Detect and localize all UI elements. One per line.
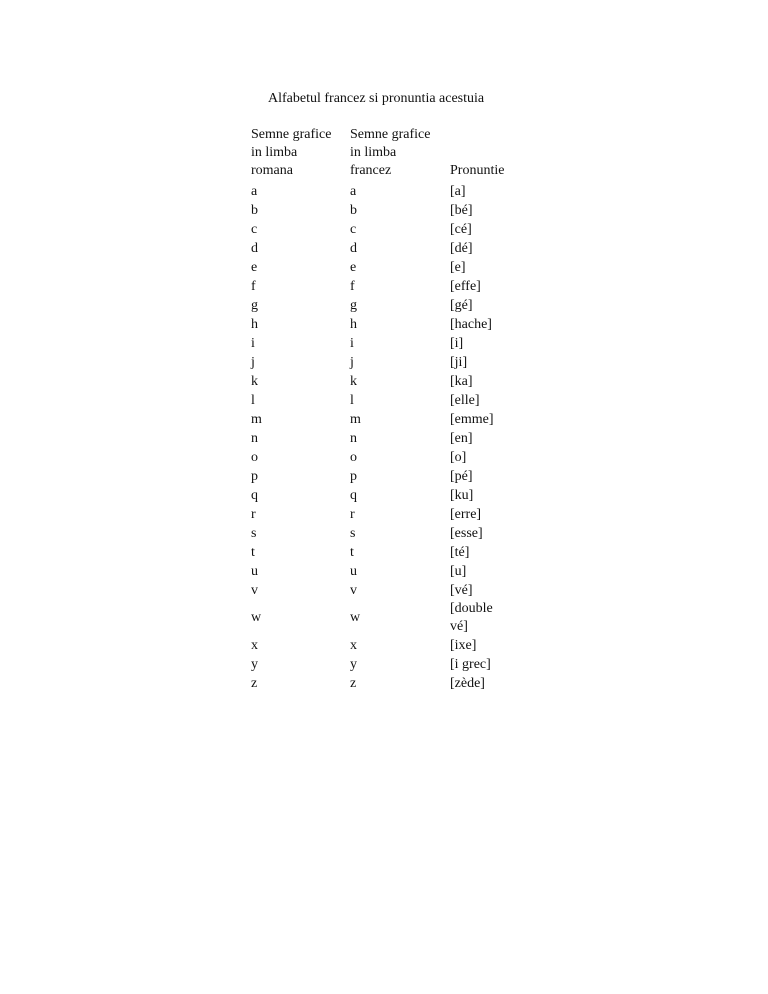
cell-romanian-letter: p [251,469,258,484]
table-row [249,636,512,655]
table-row [249,600,512,636]
header-romanian-letters: Semne grafice in limba romana [251,127,332,178]
cell-french-letter: w [350,610,361,625]
cell-pronunciation: [i] [450,336,464,351]
cell-french-letter: t [350,545,354,560]
cell-pronunciation: [elle] [450,393,480,408]
cell-romanian-letter: k [251,374,258,389]
alphabet-table [249,126,512,693]
cell-french-letter: p [350,469,357,484]
cell-french-letter: i [350,336,354,351]
table-row [249,277,512,296]
cell-romanian-letter: i [251,336,255,351]
cell-french-letter: v [350,583,357,598]
cell-romanian-letter: u [251,564,258,579]
cell-romanian-letter: v [251,583,258,598]
cell-french-letter: a [350,184,357,199]
cell-french-letter: c [350,222,357,237]
cell-french-letter: f [350,279,355,294]
cell-pronunciation: [té] [450,545,470,560]
cell-french-letter: m [350,412,361,427]
table-row [249,655,512,674]
cell-pronunciation: [u] [450,564,467,579]
cell-romanian-letter: z [251,676,258,691]
cell-romanian-letter: t [251,545,255,560]
cell-french-letter: g [350,298,357,313]
table-row [249,524,512,543]
cell-french-letter: s [350,526,356,541]
cell-romanian-letter: m [251,412,262,427]
cell-romanian-letter: f [251,279,256,294]
cell-pronunciation: [erre] [450,507,482,522]
cell-romanian-letter: r [251,507,256,522]
cell-romanian-letter: n [251,431,258,446]
table-row [249,182,512,201]
cell-french-letter: d [350,241,357,256]
table-header-row [249,126,512,182]
table-row [249,505,512,524]
cell-french-letter: b [350,203,357,218]
cell-romanian-letter: l [251,393,255,408]
cell-french-letter: z [350,676,357,691]
table-row [249,258,512,277]
cell-pronunciation: [gé] [450,298,473,313]
table-row [249,372,512,391]
cell-romanian-letter: g [251,298,258,313]
cell-pronunciation: [e] [450,260,466,275]
cell-pronunciation: [emme] [450,412,494,427]
document-title: Alfabetul francez si pronuntia acestuia [268,91,485,106]
cell-romanian-letter: b [251,203,258,218]
cell-romanian-letter: y [251,657,258,672]
table-row [249,467,512,486]
cell-french-letter: l [350,393,354,408]
cell-french-letter: u [350,564,357,579]
table-row [249,334,512,353]
cell-pronunciation: [o] [450,450,467,465]
cell-french-letter: n [350,431,357,446]
table-row [249,391,512,410]
cell-romanian-letter: x [251,638,258,653]
header-pronunciation: Pronuntie [450,163,505,178]
cell-romanian-letter: j [251,355,255,370]
cell-pronunciation: [effe] [450,279,481,294]
cell-french-letter: r [350,507,355,522]
header-french-letters: Semne grafice in limba francez [350,127,431,178]
table-row [249,353,512,372]
cell-french-letter: j [350,355,354,370]
cell-pronunciation: [vé] [450,583,473,598]
cell-romanian-letter: q [251,488,258,503]
table-row [249,410,512,429]
cell-french-letter: k [350,374,357,389]
table-row [249,429,512,448]
cell-romanian-letter: c [251,222,258,237]
cell-romanian-letter: h [251,317,258,332]
cell-french-letter: h [350,317,357,332]
cell-pronunciation: [ixe] [450,638,477,653]
cell-pronunciation: [ka] [450,374,473,389]
cell-pronunciation: [double vé] [450,601,493,634]
cell-pronunciation: [ji] [450,355,468,370]
cell-romanian-letter: e [251,260,258,275]
table-row [249,581,512,600]
cell-romanian-letter: w [251,610,262,625]
cell-romanian-letter: s [251,526,257,541]
cell-pronunciation: [a] [450,184,466,199]
cell-pronunciation: [i grec] [450,657,491,672]
cell-pronunciation: [zède] [450,676,485,691]
cell-pronunciation: [pé] [450,469,473,484]
cell-french-letter: x [350,638,357,653]
table-row [249,315,512,334]
cell-pronunciation: [dé] [450,241,473,256]
cell-french-letter: q [350,488,357,503]
table-row [249,448,512,467]
table-row [249,220,512,239]
cell-pronunciation: [ku] [450,488,474,503]
table-row [249,543,512,562]
cell-romanian-letter: d [251,241,258,256]
cell-pronunciation: [bé] [450,203,473,218]
table-row [249,674,512,693]
cell-pronunciation: [hache] [450,317,492,332]
table-row [249,296,512,315]
table-body [249,182,512,693]
cell-romanian-letter: o [251,450,258,465]
table-row [249,239,512,258]
cell-french-letter: o [350,450,357,465]
cell-pronunciation: [en] [450,431,473,446]
cell-romanian-letter: a [251,184,258,199]
table-row [249,486,512,505]
cell-french-letter: e [350,260,357,275]
table-row [249,201,512,220]
cell-pronunciation: [cé] [450,222,472,237]
table-row [249,562,512,581]
cell-french-letter: y [350,657,357,672]
cell-pronunciation: [esse] [450,526,483,541]
